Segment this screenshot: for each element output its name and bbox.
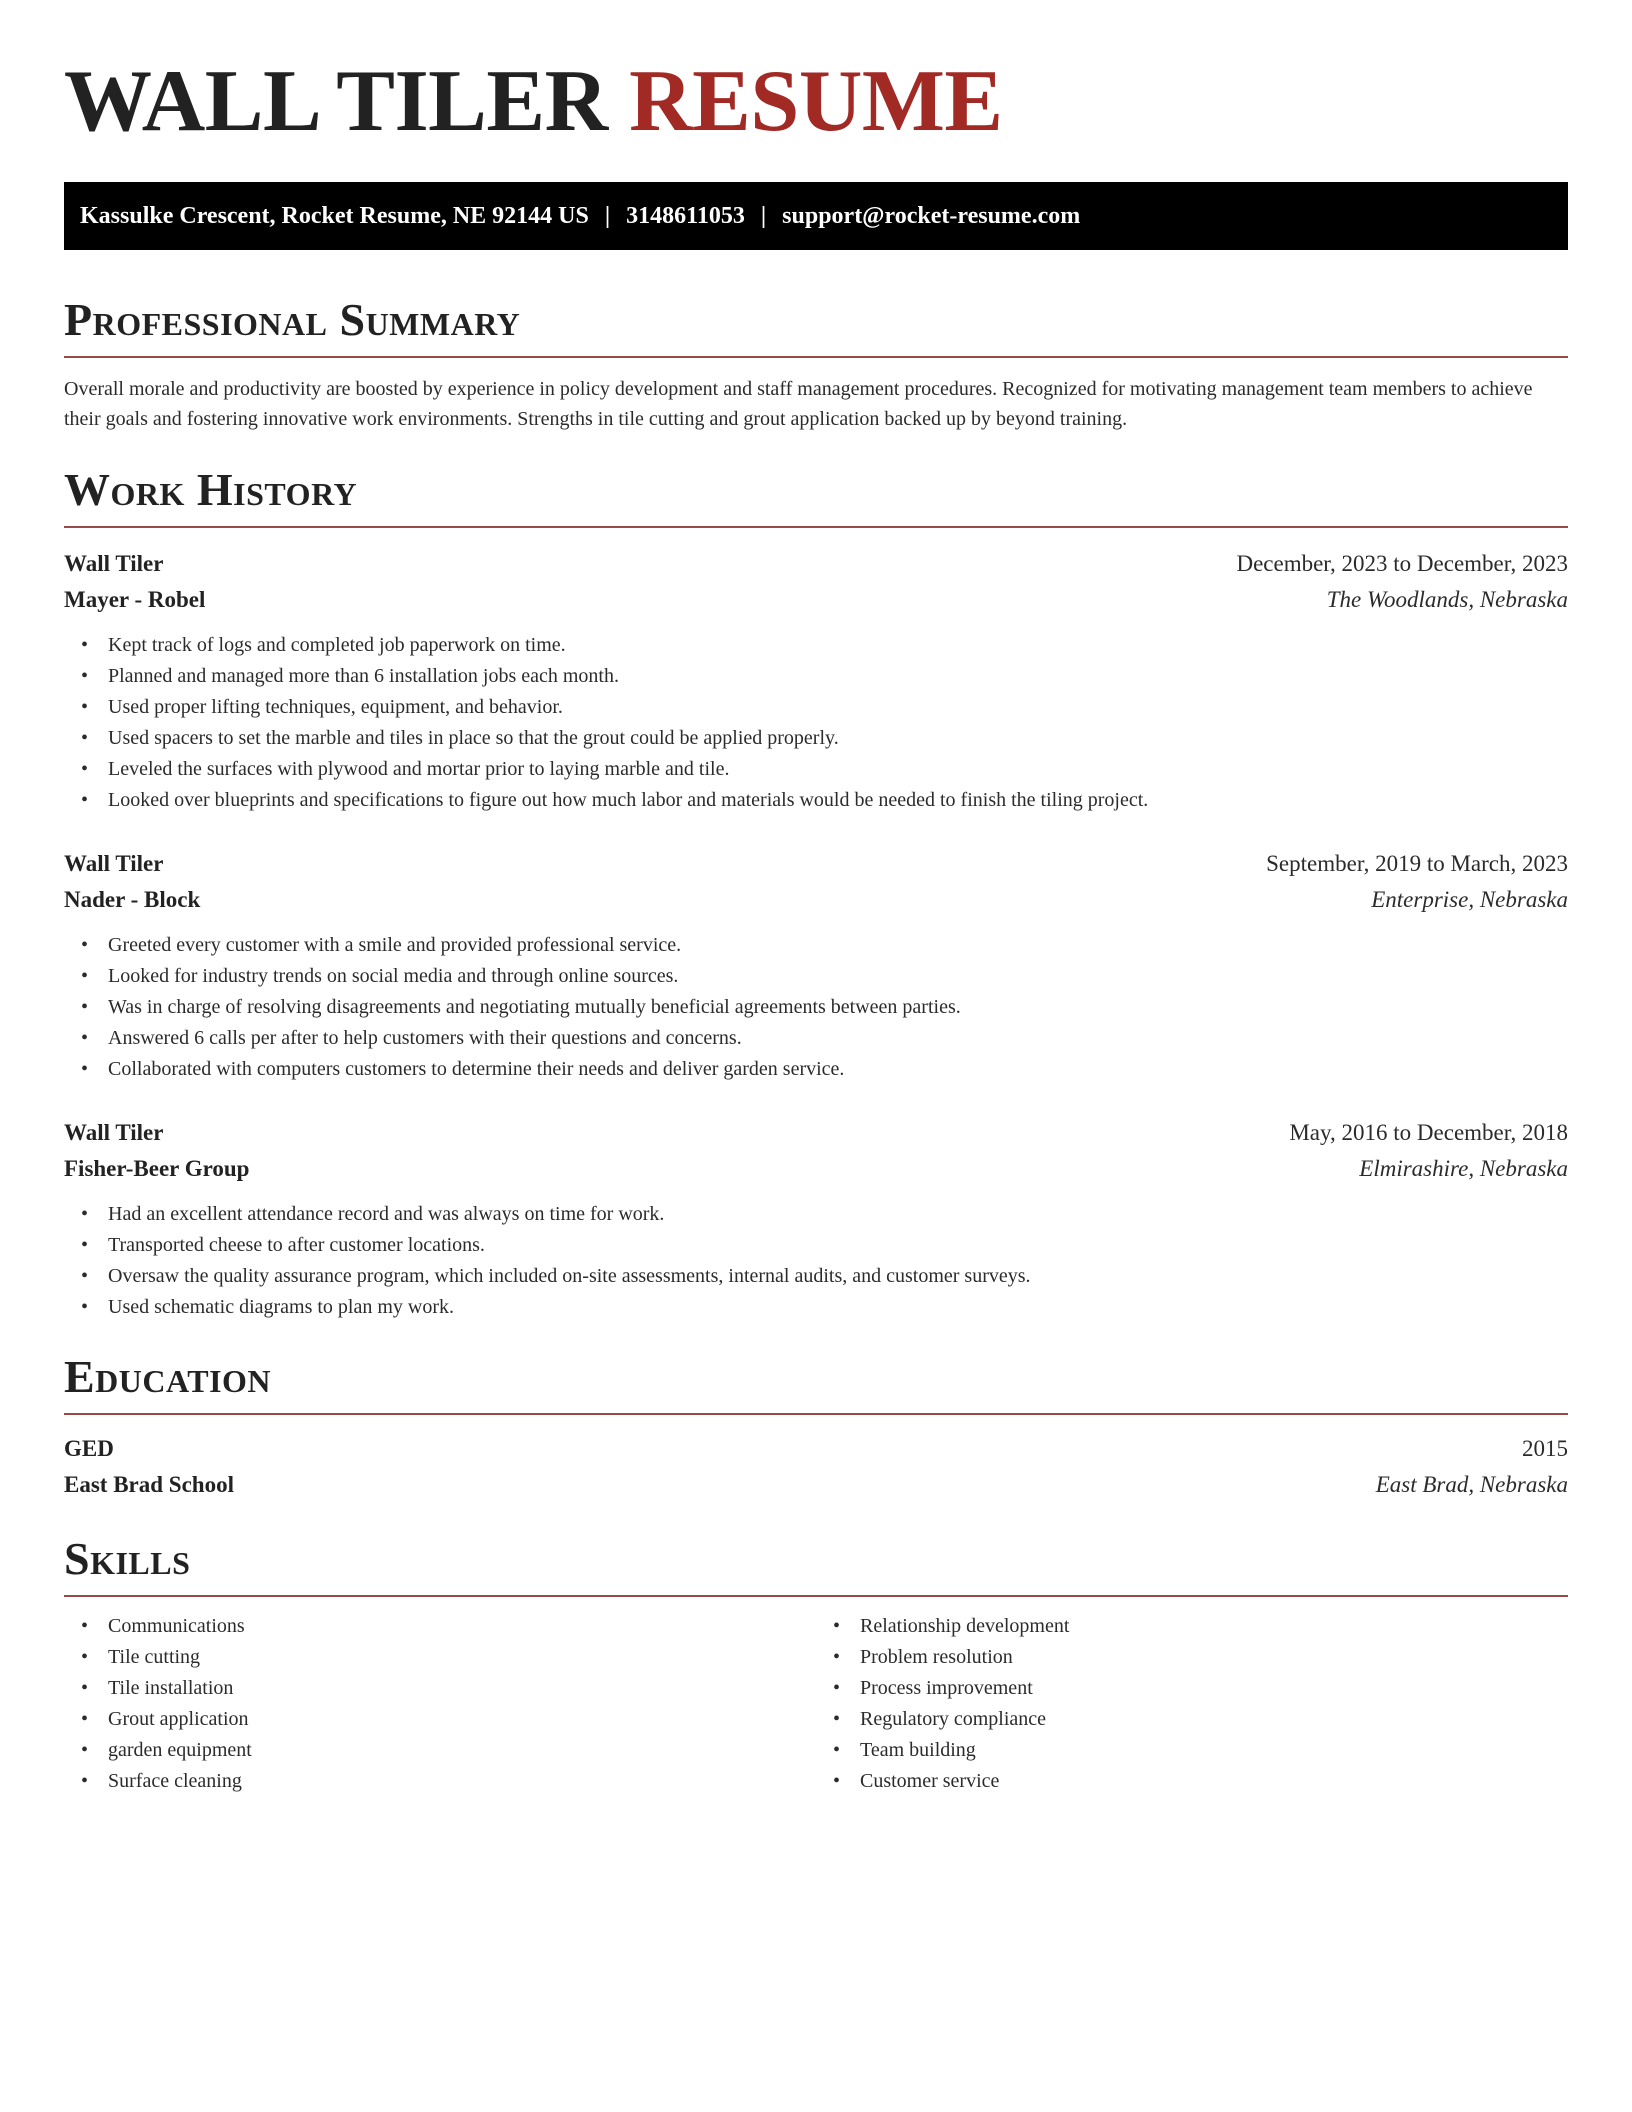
contact-address: Kassulke Crescent, Rocket Resume, NE 92144 US — [80, 202, 589, 229]
job-duty: • Planned and managed more than 6 installation jobs each month. — [108, 661, 1568, 692]
section-divider — [64, 1413, 1568, 1415]
summary-text: Overall morale and productivity are boosted by experience in policy development and staff management procedures. Recognized for motivating management team members to achieve their goals and fostering innovative work environments. Strengths in tile cutting and grout application backed up by beyond training. — [64, 378, 1533, 430]
job-company: Fisher-Beer Group — [64, 1156, 250, 1181]
section-heading-summary: Professional Summary — [64, 294, 521, 345]
job-duty: • Used proper lifting techniques, equipment, and behavior. — [108, 692, 1568, 723]
contact-separator: | — [604, 202, 611, 229]
job-duty: • Collaborated with computers customers to determine their needs and deliver garden service. — [108, 1054, 1568, 1085]
job-title: Wall Tiler — [64, 551, 164, 576]
job-dates: September, 2019 to March, 2023 — [1266, 851, 1568, 876]
job-duties-list — [64, 630, 1568, 816]
title-accent: RESUME — [629, 53, 1003, 150]
job-title: Wall Tiler — [64, 1120, 164, 1145]
section-heading-education: Education — [64, 1351, 272, 1402]
section-heading-work: Work History — [64, 464, 358, 515]
skill-item: • Regulatory compliance — [860, 1704, 1568, 1735]
contact-bar — [64, 182, 1568, 250]
education-degree: GED — [64, 1436, 114, 1461]
skill-item: • Surface cleaning — [108, 1766, 816, 1797]
skill-item: • garden equipment — [108, 1735, 816, 1766]
skills-column-right — [816, 1611, 1568, 1797]
job-entry — [64, 546, 1568, 816]
job-duty: • Kept track of logs and completed job paperwork on time. — [108, 630, 1568, 661]
skills-list — [64, 1611, 816, 1797]
job-dates: May, 2016 to December, 2018 — [1289, 1120, 1568, 1145]
skills-columns — [64, 1611, 1568, 1797]
job-duty: • Used spacers to set the marble and tiles in place so that the grout could be applied properly. — [108, 723, 1568, 754]
job-duty: • Looked over blueprints and specifications to figure out how much labor and materials would be needed to finish the tiling project. — [108, 785, 1568, 816]
skills-column-left — [64, 1611, 816, 1797]
contact-phone[interactable]: 3148611053 — [626, 202, 745, 229]
skill-item: • Tile installation — [108, 1673, 816, 1704]
skill-item: • Communications — [108, 1611, 816, 1642]
job-duty: • Greeted every customer with a smile and provided professional service. — [108, 930, 1568, 961]
job-duty: • Answered 6 calls per after to help customers with their questions and concerns. — [108, 1023, 1568, 1054]
skills-list — [816, 1611, 1568, 1797]
job-duty: • Oversaw the quality assurance program, which included on-site assessments, internal audits, and customer surveys. — [108, 1261, 1568, 1292]
job-location: Elmirashire, Nebraska — [1359, 1156, 1568, 1181]
education-school: East Brad School — [64, 1472, 234, 1497]
job-duty: • Looked for industry trends on social media and through online sources. — [108, 961, 1568, 992]
skill-item: • Process improvement — [860, 1673, 1568, 1704]
job-duty: • Had an excellent attendance record and was always on time for work. — [108, 1199, 1568, 1230]
education-year: 2015 — [1522, 1436, 1568, 1461]
job-company: Nader - Block — [64, 887, 201, 912]
job-duties-list — [64, 930, 1568, 1085]
professional-summary-section — [64, 294, 1568, 434]
education-section — [64, 1351, 1568, 1503]
education-location: East Brad, Nebraska — [1375, 1472, 1568, 1497]
section-divider — [64, 356, 1568, 358]
title-main: WALL TILER — [64, 53, 608, 150]
job-dates: December, 2023 to December, 2023 — [1236, 551, 1568, 576]
skill-item: • Relationship development — [860, 1611, 1568, 1642]
job-duty: • Leveled the surfaces with plywood and mortar prior to laying marble and tile. — [108, 754, 1568, 785]
section-divider — [64, 526, 1568, 528]
work-history-section — [64, 464, 1568, 1323]
skill-item: • Tile cutting — [108, 1642, 816, 1673]
section-heading-skills: Skills — [64, 1533, 191, 1584]
job-duty: • Used schematic diagrams to plan my work. — [108, 1292, 1568, 1323]
job-duty: • Transported cheese to after customer locations. — [108, 1230, 1568, 1261]
contact-separator: | — [760, 202, 767, 229]
skill-item: • Team building — [860, 1735, 1568, 1766]
resume-title — [64, 52, 1568, 152]
skills-section — [64, 1533, 1568, 1797]
job-location: Enterprise, Nebraska — [1371, 887, 1568, 912]
education-entry — [64, 1431, 1568, 1503]
job-company: Mayer - Robel — [64, 587, 206, 612]
skill-item: • Problem resolution — [860, 1642, 1568, 1673]
job-location: The Woodlands, Nebraska — [1326, 587, 1568, 612]
contact-email[interactable]: support@rocket-resume.com — [782, 202, 1081, 229]
skill-item: • Customer service — [860, 1766, 1568, 1797]
job-entry — [64, 1115, 1568, 1323]
skill-item: • Grout application — [108, 1704, 816, 1735]
job-duty: • Was in charge of resolving disagreements and negotiating mutually beneficial agreements between parties. — [108, 992, 1568, 1023]
job-title: Wall Tiler — [64, 851, 164, 876]
job-entry — [64, 846, 1568, 1085]
section-divider — [64, 1595, 1568, 1597]
job-duties-list — [64, 1199, 1568, 1323]
